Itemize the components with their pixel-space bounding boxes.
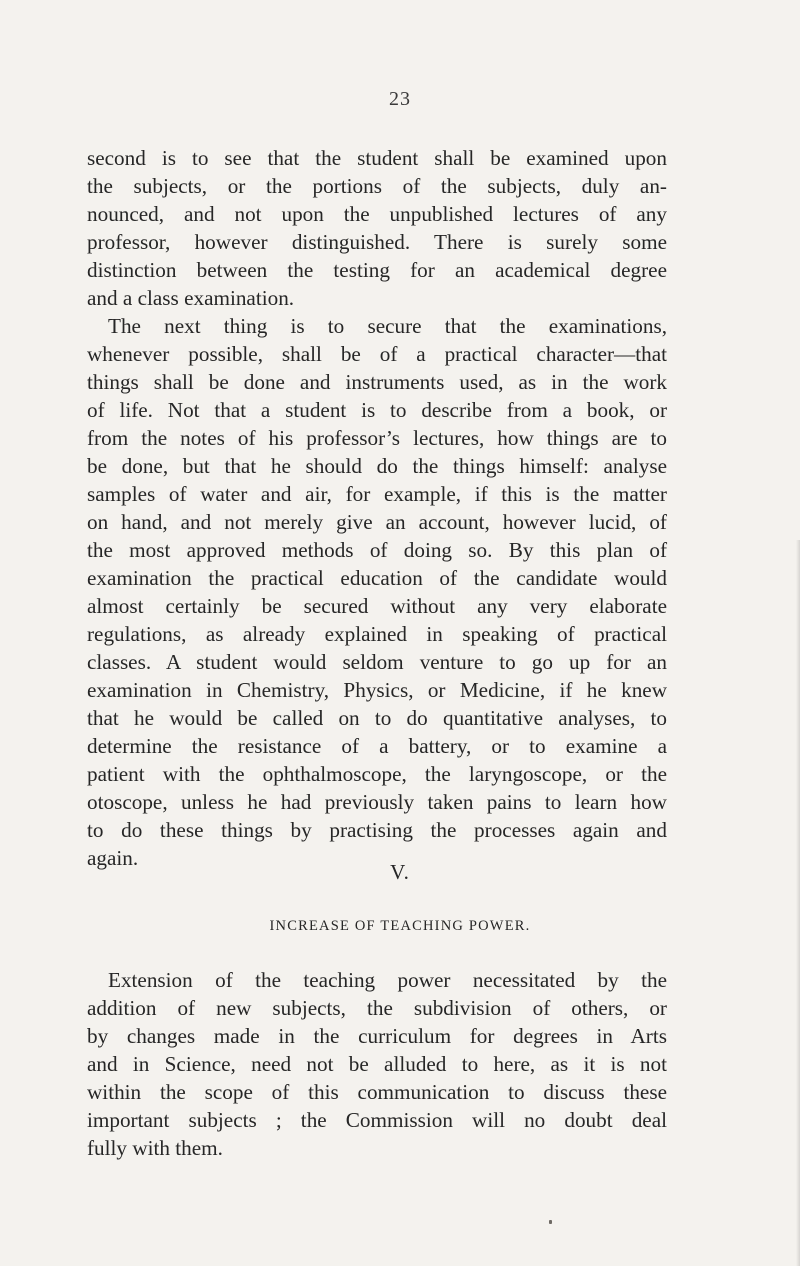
section-number: V. xyxy=(390,860,410,884)
paragraph-line: important subjects ; the Commission will no doubt deal xyxy=(87,1108,667,1132)
paragraph-line: fully with them. xyxy=(87,1136,223,1160)
paragraph-line: samples of water and air, for example, if this is the matter xyxy=(87,482,667,506)
paragraph-line: on hand, and not merely give an account, however lucid, of xyxy=(87,510,667,534)
paragraph-line: determine the resistance of a battery, or to examine a xyxy=(87,734,667,758)
paragraph-line: addition of new subjects, the subdivision of others, or xyxy=(87,996,667,1020)
paragraph-line: whenever possible, shall be of a practical character—that xyxy=(87,342,667,366)
page-number: 23 xyxy=(389,88,411,110)
section-title: INCREASE OF TEACHING POWER. xyxy=(269,918,531,934)
page-edge-shadow xyxy=(796,540,800,1266)
ink-speck xyxy=(549,1220,552,1224)
paragraph-line: the most approved methods of doing so. By this plan of xyxy=(87,538,667,562)
paragraph-line: classes. A student would seldom venture to go up for an xyxy=(87,650,667,674)
paragraph-line: from the notes of his professor’s lectures, how things are to xyxy=(87,426,667,450)
paragraph-line: second is to see that the student shall be examined upon xyxy=(87,146,667,170)
paragraph-line: otoscope, unless he had previously taken pains to learn how xyxy=(87,790,667,814)
paragraph-line: regulations, as already explained in speaking of practical xyxy=(87,622,667,646)
paragraph-line: again. xyxy=(87,846,139,870)
paragraph-line: The next thing is to secure that the examinations, xyxy=(108,314,667,338)
paragraph-line: by changes made in the curriculum for degrees in Arts xyxy=(87,1024,667,1048)
paragraph-line: and a class examination. xyxy=(87,286,295,310)
paragraph-line: Extension of the teaching power necessitated by the xyxy=(108,968,667,992)
paragraph-line: examination in Chemistry, Physics, or Medicine, if he knew xyxy=(87,678,667,702)
paragraph-line: to do these things by practising the processes again and xyxy=(87,818,667,842)
paragraph-line: of life. Not that a student is to describe from a book, or xyxy=(87,398,667,422)
paragraph-line: distinction between the testing for an academical degree xyxy=(87,258,667,282)
paragraph-line: be done, but that he should do the things himself: analyse xyxy=(87,454,667,478)
paragraph-line: within the scope of this communication to discuss these xyxy=(87,1080,667,1104)
paragraph-line: things shall be done and instruments used, as in the work xyxy=(87,370,667,394)
paragraph-line: nounced, and not upon the unpublished lectures of any xyxy=(87,202,667,226)
paragraph-line: that he would be called on to do quantitative analyses, to xyxy=(87,706,667,730)
paragraph-line: examination the practical education of the candidate would xyxy=(87,566,667,590)
paragraph-line: professor, however distinguished. There is surely some xyxy=(87,230,667,254)
paragraph-line: almost certainly be secured without any very elaborate xyxy=(87,594,667,618)
paragraph-line: the subjects, or the portions of the subjects, duly an- xyxy=(87,174,667,198)
paragraph-line: and in Science, need not be alluded to here, as it is not xyxy=(87,1052,667,1076)
paragraph-line: patient with the ophthalmoscope, the laryngoscope, or the xyxy=(87,762,667,786)
